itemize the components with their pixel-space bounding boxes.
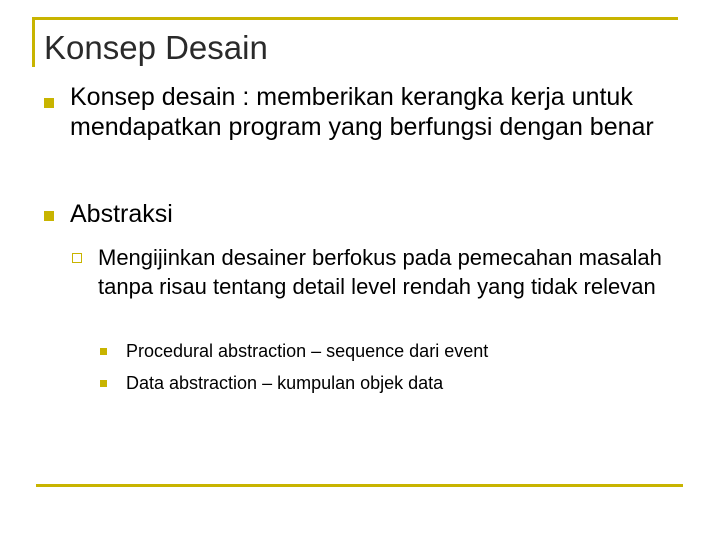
- slide-title: Konsep Desain: [44, 29, 268, 66]
- small-square-bullet-icon: [100, 348, 107, 355]
- bullet-abstraksi: Abstraksi: [70, 200, 173, 228]
- square-bullet-icon: [44, 211, 54, 221]
- top-rule: [32, 17, 678, 20]
- bottom-rule: [36, 484, 683, 487]
- bullet-konsep-desain: Konsep desain : memberikan kerangka kerja untuk mendapatkan program yang berfungsi dengan benar: [70, 83, 654, 141]
- sub-sub-bullet-procedural: Procedural abstraction – sequence dari event: [126, 341, 489, 361]
- sub-sub-bullet-data: Data abstraction – kumpulan objek data: [126, 373, 444, 393]
- hollow-square-bullet-icon: [72, 253, 82, 263]
- small-square-bullet-icon: [100, 380, 107, 387]
- left-rule: [32, 17, 35, 67]
- square-bullet-icon: [44, 98, 54, 108]
- sub-bullet-mengijinkan: Mengijinkan desainer berfokus pada pemecahan masalah tanpa risau tentang detail level rendah yang tidak relevan: [98, 245, 662, 299]
